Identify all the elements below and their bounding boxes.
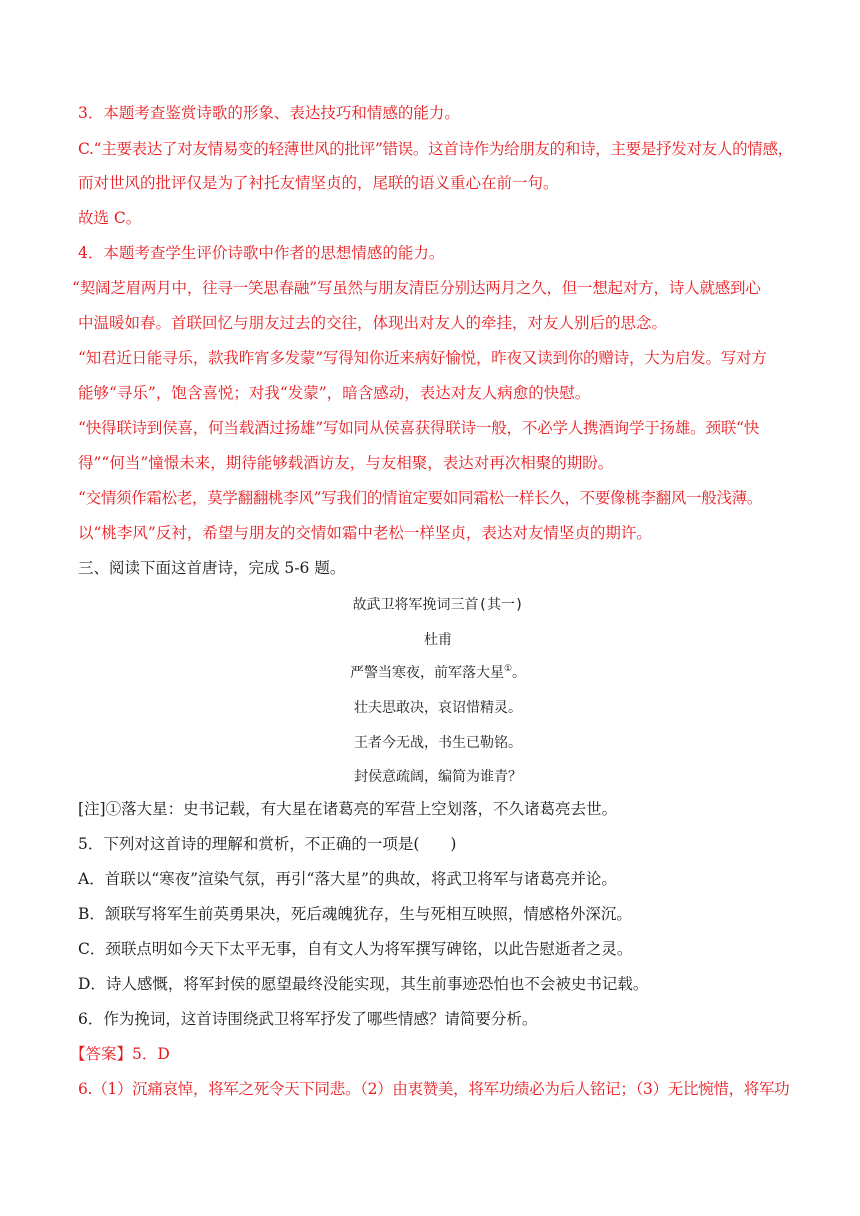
poem-line-text: 严警当寒夜，前军落大星 — [349, 665, 504, 681]
q5-option: B．颔联写将军生前英勇果决，死后魂魄犹存，生与死相互映照，情感格外深沉。 — [78, 905, 632, 923]
q4-paragraph: “契阔芝眉两月中，往寻一笑思春融”写虽然与朋友清臣分别达两月之久，但一想起对方，诗人就感到心 — [72, 279, 761, 297]
answer-label: 【答案】 — [70, 1045, 133, 1063]
q4-paragraph: 以“桃李风”反衬，希望与朋友的交情如霜中老松一样坚贞，表达对友情坚贞的期许。 — [78, 524, 652, 542]
note-marker: ① — [503, 664, 513, 674]
answer-q6: 6.（1）沉痛哀悼，将军之死令天下同悲。（2）由衷赞美，将军功绩必为后人铭记；（3）无比惋惜，将军功 — [78, 1080, 790, 1098]
poem-line: 封侯意疏阔，编简为谁青？ — [354, 769, 522, 785]
q5-option: C．颈联点明如今天下太平无事，自有文人为将军撰写碑铭，以此告慰逝者之灵。 — [78, 940, 633, 958]
poem-line — [78, 662, 798, 682]
q3-analysis-line: C.“主要表达了对友情易变的轻薄世风的批评”错误。这首诗作为给朋友的和诗，主要是抒发对友人的情感， — [78, 140, 793, 158]
poem-title: 故武卫将军挽词三首(其一) — [352, 597, 524, 613]
q5-option: D．诗人感慨，将军封侯的愿望最终没能实现，其生前事迹恐怕也不会被史书记载。 — [78, 975, 649, 993]
q4-paragraph: 中温暖如春。首联回忆与朋友过去的交往，体现出对友人的牵挂，对友人别后的思念。 — [78, 314, 668, 332]
q4-paragraph: “快得联诗到侯喜，何当载酒过扬雄”写如同从侯喜获得联诗一般，不必学人携酒询学于扬雄。颈联“快 — [78, 419, 760, 437]
q3-analysis-line: 而对世风的批评仅是为了衬托友情坚贞的，尾联的语义重心在前一句。 — [78, 174, 559, 192]
poem-note: [注]①落大星：史书记载，有大星在诸葛亮的军营上空划落，不久诸葛亮去世。 — [78, 800, 618, 818]
q3-conclusion: 故选 C。 — [78, 209, 142, 227]
answer-line — [70, 1044, 798, 1064]
poem-author: 杜甫 — [424, 632, 452, 648]
q5-option: A．首联以“寒夜”渲染气氛，再引“落大星”的典故，将武卫将军与诸葛亮并论。 — [78, 870, 617, 888]
poem-line-end: 。 — [512, 665, 527, 681]
questions-block — [70, 799, 798, 1099]
document-body — [72, 103, 798, 578]
answer-q5: 5．D — [132, 1045, 170, 1063]
section-heading: 三、阅读下面这首唐诗，完成 5-6 题。 — [78, 559, 346, 577]
q6-stem: 6．作为挽词，这首诗围绕武卫将军抒发了哪些情感？请简要分析。 — [78, 1010, 538, 1028]
q3-title: 3．本题考查鉴赏诗歌的形象、表达技巧和情感的能力。 — [78, 104, 460, 122]
poem-line: 王者今无战，书生已勒铭。 — [354, 735, 522, 751]
q5-stem: 5．下列对这首诗的理解和赏析，不正确的一项是( ) — [78, 835, 457, 853]
q4-title: 4．本题考查学生评价诗歌中作者的思想情感的能力。 — [78, 244, 445, 262]
poem-line: 壮夫思敢决，哀诏惜精灵。 — [354, 700, 522, 716]
q4-paragraph: “知君近日能寻乐，款我昨宵多发蒙”写得知你近来病好愉悦，昨夜又读到你的赠诗，大为启发。写对方 — [78, 349, 767, 367]
q4-paragraph: 能够“寻乐”，饱含喜悦；对我“发蒙”，暗含感动，表达对友人病愈的快慰。 — [78, 384, 591, 402]
q4-paragraph: 得”“何当”憧憬未来，期待能够载酒访友，与友相聚，表达对再次相聚的期盼。 — [78, 454, 614, 472]
q4-paragraph: “交情须作霜松老，莫学翻翻桃李风”写我们的情谊定要如同霜松一样长久，不要像桃李翻风一般浅薄。 — [78, 489, 763, 507]
